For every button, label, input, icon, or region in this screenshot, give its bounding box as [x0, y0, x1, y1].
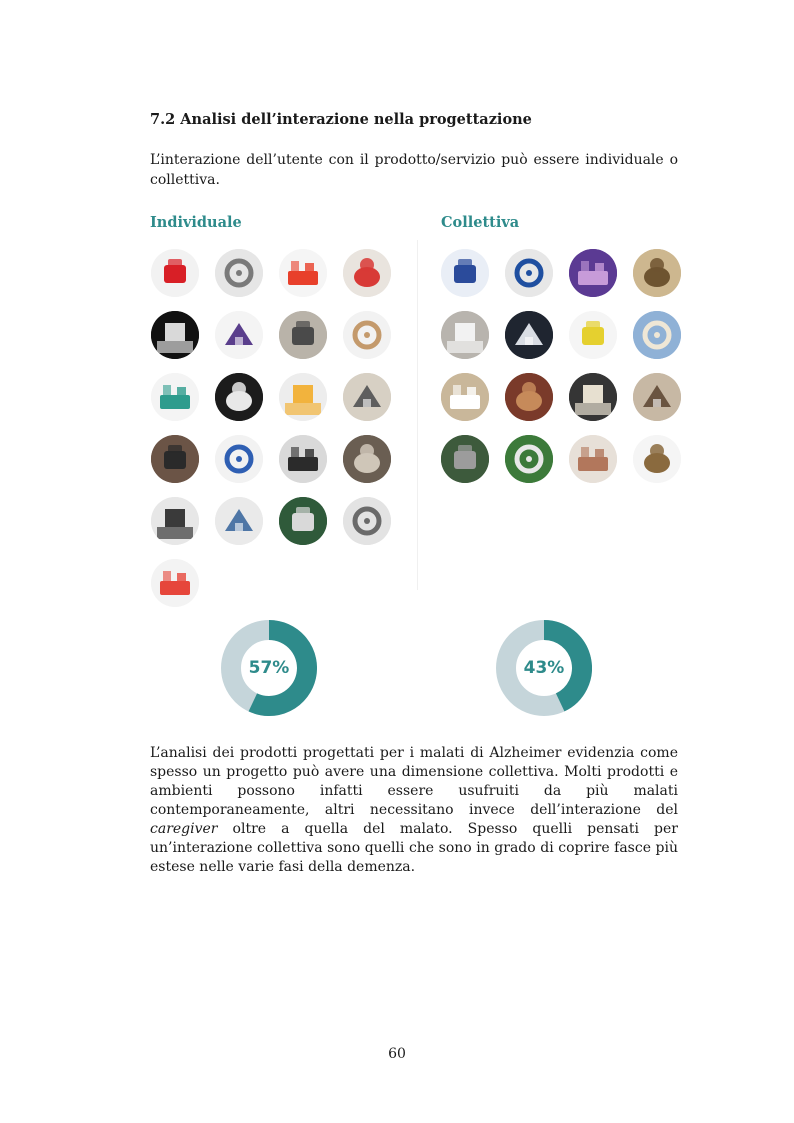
seal-robot-icon-graphic — [441, 311, 489, 359]
kitchen-icon — [343, 497, 391, 545]
red-chair-icon-graphic — [151, 249, 199, 297]
swing-table-icon-graphic — [633, 435, 681, 483]
person-icon — [215, 497, 263, 545]
person-icon-graphic — [215, 497, 263, 545]
walker-icon-graphic — [215, 249, 263, 297]
individual-column-title: Individuale — [150, 214, 242, 231]
yellow-robot-icon-graphic — [569, 311, 617, 359]
kitchen-icon-graphic — [343, 497, 391, 545]
light-room-icon-graphic — [569, 249, 617, 297]
interior-icon — [343, 435, 391, 483]
donut-label: 43% — [523, 658, 565, 678]
building-icon-graphic — [633, 311, 681, 359]
analysis-paragraph — [150, 744, 678, 877]
analysis-text-part2: oltre a quella del malato. Spesso quelli pensati per un’interazione collettiva sono quelli che sono in grado di coprire fasce più estese nelle varie fasi della demenza. — [150, 821, 678, 875]
seal-robot-icon — [441, 311, 489, 359]
wall-display-icon — [441, 373, 489, 421]
clock-icon-graphic — [505, 311, 553, 359]
page-number: 60 — [388, 1046, 406, 1062]
collective-products-grid — [441, 249, 681, 483]
people-room-icon-graphic — [633, 373, 681, 421]
plush-dog-icon — [343, 311, 391, 359]
column-divider — [417, 240, 418, 590]
light-room-icon — [569, 249, 617, 297]
collective-donut-chart — [496, 620, 592, 716]
bottles-icon-graphic — [151, 497, 199, 545]
toy-set-icon — [279, 249, 327, 297]
bracelet-icon — [215, 311, 263, 359]
intro-paragraph: L’interazione dell’utente con il prodotto/servizio può essere individuale o collettiva. — [150, 152, 678, 188]
interior-icon-graphic — [343, 435, 391, 483]
ball-icon — [441, 249, 489, 297]
remote-control-icon-graphic — [279, 311, 327, 359]
lounge-icon — [633, 249, 681, 297]
section-heading: 7.2 Analisi dell’interazione nella progettazione — [150, 111, 532, 128]
hat-icon — [569, 373, 617, 421]
radio-icon-graphic — [505, 373, 553, 421]
bracelet-icon-graphic — [215, 311, 263, 359]
clock-icon — [505, 311, 553, 359]
remote-control-icon — [279, 311, 327, 359]
analysis-text-part1: L’analisi dei prodotti progettati per i malati di Alzheimer evidenzia come spesso un progetto può avere una dimensione collettiva. Molti prodotti e ambienti possono infatti essere usufruiti da più malati contemporaneamente, altri necessitano invece dell’interazione del — [150, 745, 678, 818]
phone-base-icon-graphic — [279, 435, 327, 483]
robot-toy-icon — [215, 373, 263, 421]
device-icon-graphic — [151, 435, 199, 483]
package-icon — [215, 435, 263, 483]
swing-table-icon — [633, 435, 681, 483]
door-icon — [279, 497, 327, 545]
lounge-icon-graphic — [633, 249, 681, 297]
colorful-shelf-icon — [151, 559, 199, 607]
colored-blocks-icon-graphic — [151, 373, 199, 421]
yellow-chair-icon — [279, 373, 327, 421]
hat-icon-graphic — [569, 373, 617, 421]
lawn-icon — [505, 435, 553, 483]
package-icon-graphic — [215, 435, 263, 483]
board-game-icon-graphic — [505, 249, 553, 297]
building-icon — [633, 311, 681, 359]
red-chair-icon — [151, 249, 199, 297]
donut-label: 57% — [248, 658, 290, 678]
walker-icon — [215, 249, 263, 297]
shelf-icon — [343, 373, 391, 421]
doll-icon — [343, 249, 391, 297]
caregivers-icon-graphic — [569, 435, 617, 483]
individual-donut-chart — [221, 620, 317, 716]
tablet-icon — [151, 311, 199, 359]
lawn-icon-graphic — [505, 435, 553, 483]
plush-dog-icon-graphic — [343, 311, 391, 359]
caregiver-emphasis: caregiver — [150, 821, 218, 837]
tablet-icon-graphic — [151, 311, 199, 359]
individual-products-grid — [151, 249, 391, 607]
colorful-shelf-icon-graphic — [151, 559, 199, 607]
garden-icon-graphic — [441, 435, 489, 483]
toy-set-icon-graphic — [279, 249, 327, 297]
colored-blocks-icon — [151, 373, 199, 421]
ball-icon-graphic — [441, 249, 489, 297]
caregivers-icon — [569, 435, 617, 483]
door-icon-graphic — [279, 497, 327, 545]
wall-display-icon-graphic — [441, 373, 489, 421]
device-icon — [151, 435, 199, 483]
yellow-robot-icon — [569, 311, 617, 359]
bottles-icon — [151, 497, 199, 545]
robot-toy-icon-graphic — [215, 373, 263, 421]
phone-base-icon — [279, 435, 327, 483]
collective-column-title: Collettiva — [441, 214, 520, 231]
doll-icon-graphic — [343, 249, 391, 297]
radio-icon — [505, 373, 553, 421]
garden-icon — [441, 435, 489, 483]
shelf-icon-graphic — [343, 373, 391, 421]
yellow-chair-icon-graphic — [279, 373, 327, 421]
people-room-icon — [633, 373, 681, 421]
board-game-icon — [505, 249, 553, 297]
